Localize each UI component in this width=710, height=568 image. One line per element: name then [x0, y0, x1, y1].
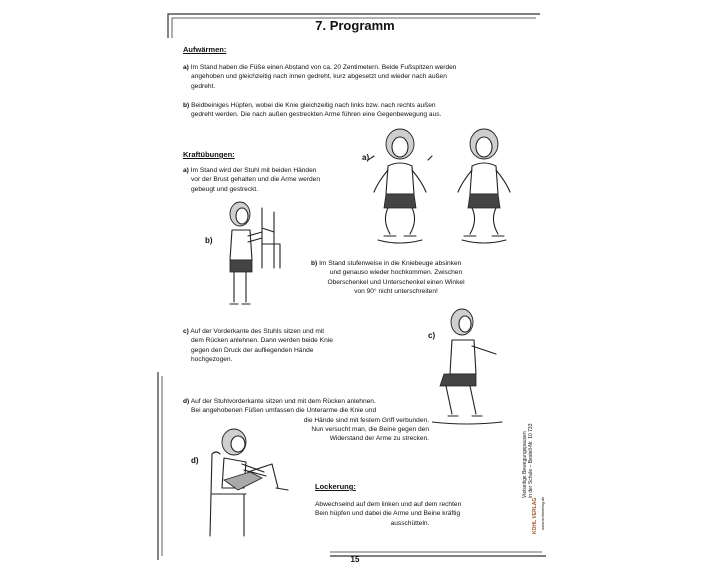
figure-label-b: b) [205, 236, 213, 245]
warmup-b-label: b) [183, 102, 190, 109]
child-hop-right [458, 129, 510, 243]
relax-heading: Lockerung: [315, 482, 356, 491]
warmup-a-text [183, 63, 538, 91]
page-number: 15 [350, 555, 360, 564]
strength-d-line4: Nun versucht man, die Beine gegen den [311, 425, 429, 433]
page-title: 7. Programm [315, 18, 395, 33]
relax-line1: Abwechselnd auf dem linken und auf dem rechten [315, 501, 462, 508]
strength-c-line4: hochgezogen. [191, 355, 233, 363]
strength-a-text [183, 166, 363, 194]
warmup-a-line3: gedreht. [191, 82, 216, 90]
strength-d-label: d) [183, 398, 190, 405]
warmup-b-line2: gedreht werden. Die nach außen gestreckten Arme führen eine Gegenbewegung aus. [191, 111, 442, 119]
strength-b-line3: Oberschenkel und Unterschenkel einen Winkel [327, 278, 465, 286]
figure-d-illustration [198, 424, 298, 540]
strength-a-label: a) [183, 167, 189, 174]
figure-a-illustration [368, 124, 518, 254]
strength-d-line3: die Hände sind mit festem Griff verbunden. [303, 416, 429, 424]
figure-label-a: a) [362, 153, 370, 162]
warmup-a-line1: Im Stand haben die Füße einen Abstand von ca. 20 Zentimetern. Beide Fußspitzen werden [190, 64, 457, 71]
strength-a-line3: gebeugt und gestreckt. [191, 185, 259, 193]
relax-line2: Bein hüpfen und dabei die Arme und Beine kräftig [315, 510, 461, 518]
sidebar-line2: in der Schule – Bestell-Nr. 10 733 [528, 423, 534, 498]
strength-b-text [311, 259, 481, 296]
strength-heading: Kraftübungen: [183, 150, 235, 159]
strength-d-line5: Widerstand der Arme zu strecken. [329, 435, 429, 443]
publisher-logo: KOHL VERLAG [532, 497, 538, 534]
warmup-a-line2: angehoben und gleichzeitig nach innen gedreht, kurz abgesetzt und wieder nach außen [191, 73, 447, 81]
figure-b-illustration [218, 198, 288, 313]
strength-a-line2: vor der Brust gehalten und die Arme werden [191, 176, 321, 184]
strength-c-line3: gegen den Druck der aufliegenden Hände [191, 346, 314, 354]
strength-d-line1: Auf der Stuhlvorderkante sitzen und mit dem Rücken anlehnen. [190, 398, 376, 405]
warmup-b-text [183, 101, 538, 120]
figure-label-c: c) [428, 331, 436, 340]
sidebar-line1: Vielseitige Bewegungspausen [522, 431, 528, 498]
strength-c-line2: dem Rücken anlehnen. Dann werden beide Knie [191, 337, 333, 345]
sidebar-text [522, 424, 534, 499]
warmup-a-label: a) [183, 64, 189, 71]
relax-line3: ausschütteln. [390, 519, 430, 527]
child-hop-left [368, 129, 432, 243]
strength-d-line2: Bei angehobenen Füßen umfassen die Unterarme die Knie und [191, 407, 377, 415]
strength-b-line2: und genauso wieder hochkommen. Zwischen [329, 269, 463, 277]
strength-c-text [183, 327, 383, 364]
strength-a-line1: Im Stand wird der Stuhl mit beiden Händen [190, 167, 317, 174]
warmup-heading: Aufwärmen: [183, 45, 227, 54]
strength-b-label: b) [311, 260, 318, 267]
publisher-url: www.kohlverlag.de [540, 496, 545, 530]
warmup-b-line1: Beidbeiniges Hüpfen, wobei die Knie gleichzeitig nach links bzw. nach rechts außen [191, 102, 436, 109]
relax-text [315, 500, 505, 528]
strength-b-line1: Im Stand stufenweise in die Kniebeuge absinken [319, 260, 462, 267]
figure-c-illustration [432, 304, 512, 428]
strength-c-line1: Auf der Vorderkante des Stuhls sitzen und mit [190, 328, 325, 335]
strength-c-label: c) [183, 328, 189, 335]
strength-b-line4: von 90° nicht unterschreiten! [354, 287, 438, 295]
figure-label-d: d) [191, 456, 199, 465]
